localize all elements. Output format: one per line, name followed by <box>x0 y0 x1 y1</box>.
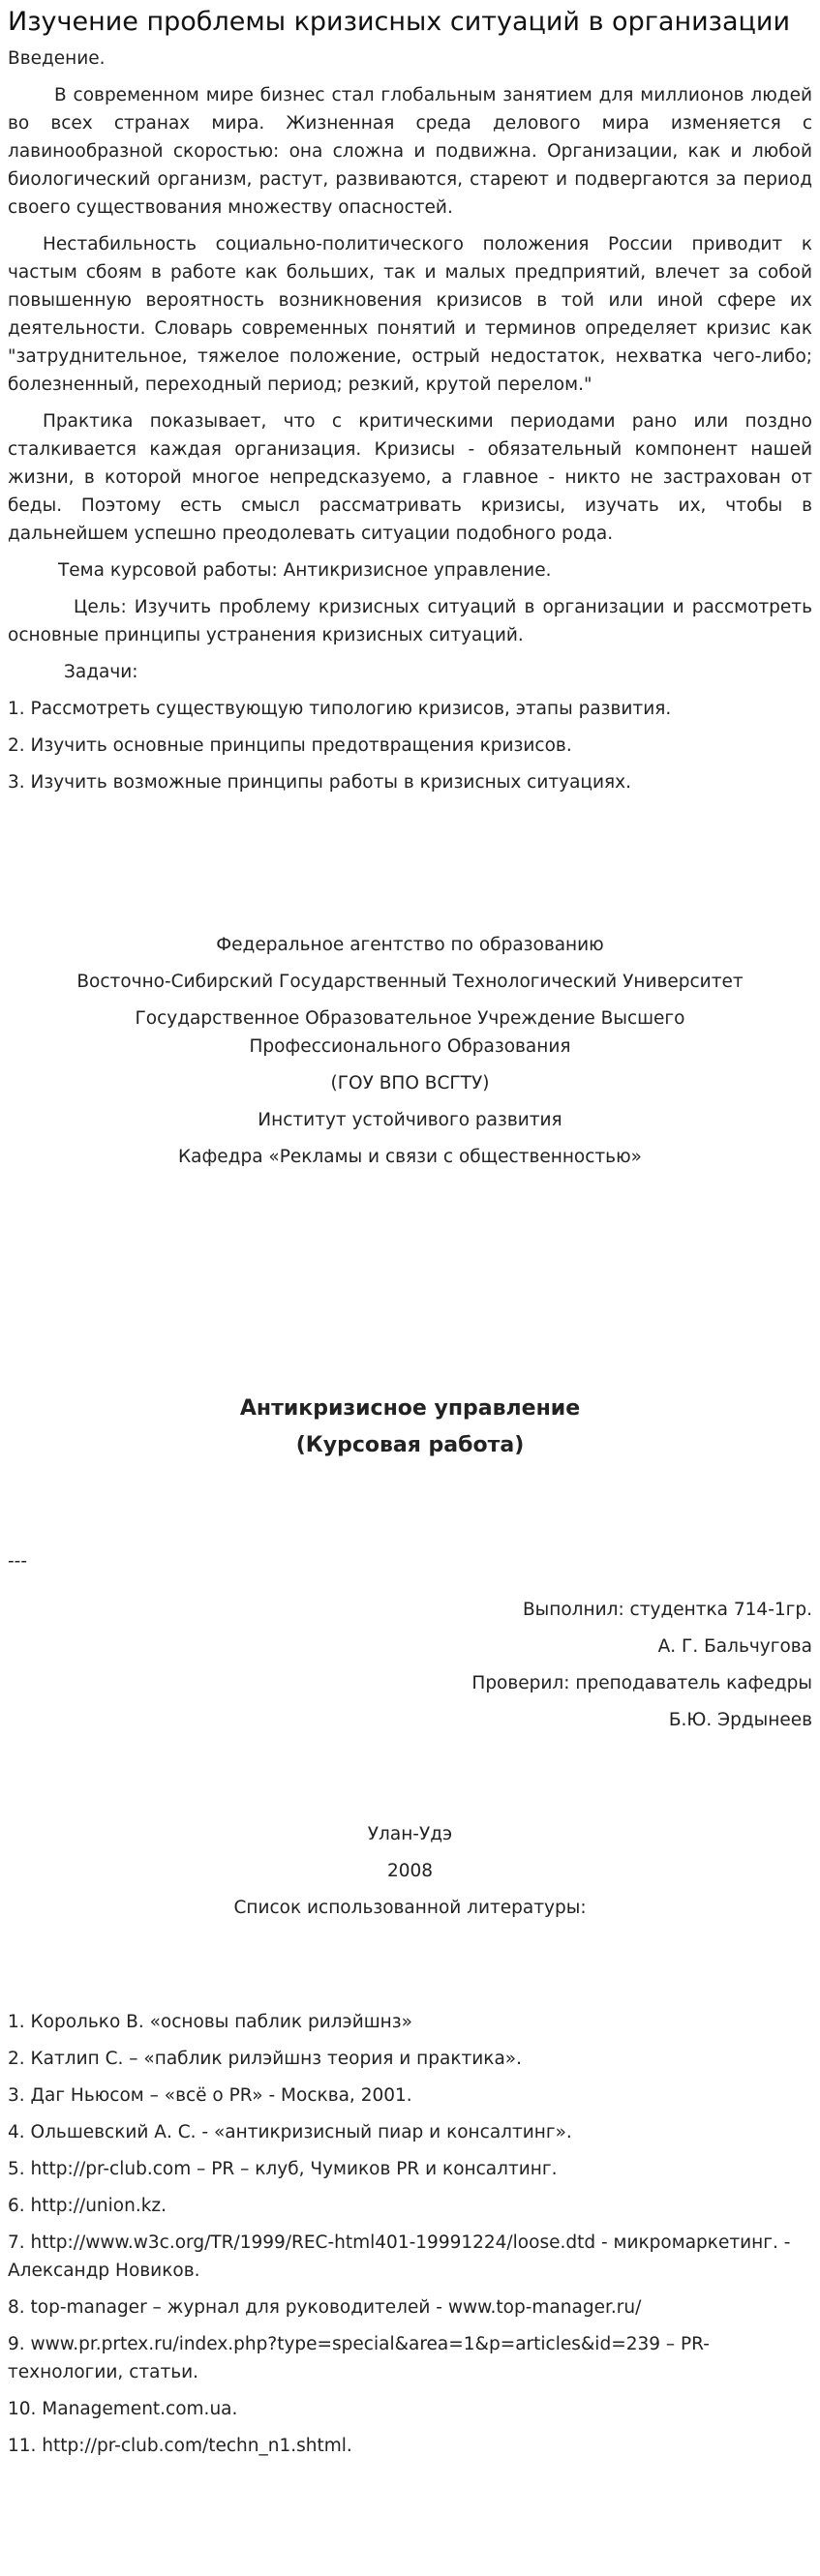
institution-abbr: (ГОУ ВПО ВСГТУ) <box>330 1073 490 1093</box>
intro-paragraph-2: Нестабильность социально-политического положения России приводит к частым сбоям в работе как больших, так и малых предприятий, влечет за собой повышенную вероятность возникновения кризисов в той или иной сфере их деятельности. Словарь современных понятий и терминов определяет кризис как "затруднительное, тяжелое положение, острый недостаток, нехватка чего-либо; болезненный, переходный период; резкий, крутой перелом." <box>8 234 812 395</box>
reference-item: 7. http://www.w3c.org/TR/1999/REC-html401-19991224/loose.dtd - микромаркетинг. - Александр Новиков. <box>8 2232 791 2281</box>
performed-by: Выполнил: студентка 714-1гр. <box>522 1600 812 1620</box>
references-title: Список использованной литературы: <box>233 1898 587 1918</box>
reference-item: 10. Management.com.ua. <box>8 2399 238 2419</box>
reference-item: 3. Даг Ньюсом – «всё о PR» - Москва, 2001. <box>8 2085 412 2106</box>
department-name: Кафедра «Рекламы и связи с общественностью» <box>178 1147 642 1167</box>
agency-name: Федеральное агентство по образованию <box>216 935 604 955</box>
institute-name: Институт устойчивого развития <box>258 1110 562 1130</box>
reference-item: 1. Королько В. «основы паблик рилэйшнз» <box>8 2012 412 2032</box>
reference-item: 11. http://pr-club.com/techn_n1.shtml. <box>8 2436 352 2456</box>
teacher-name: Б.Ю. Эрдынеев <box>668 1710 812 1730</box>
reference-item: 2. Катлип С. – «паблик рилэйшнз теория и практика». <box>8 2049 522 2069</box>
work-title: Антикризисное управление <box>239 1396 581 1421</box>
institution-name: Государственное Образовательное Учреждение Высшего Профессионального Образования <box>135 1008 685 1057</box>
intro-label: Введение. <box>8 48 106 69</box>
spacer <box>8 1180 812 1391</box>
page-title: Изучение проблемы кризисных ситуаций в организации <box>8 7 791 37</box>
tasks-list <box>8 695 812 796</box>
reference-item: 5. http://pr-club.com – PR – клуб, Чумиков PR и консалтинг. <box>8 2159 558 2179</box>
intro-paragraph-3: Практика показывает, что с критическими периодами рано или поздно сталкивается каждая организация. Кризисы - обязательный компонент нашей жизни, в которой многое непредсказуемо, а главное - никто не застрахован от беды. Поэтому есть смысл рассматривать кризисы, изучать их, чтобы в дальнейшем успешно преодолевать ситуации подобного рода. <box>8 411 812 544</box>
references-list <box>8 2008 812 2460</box>
work-type: (Курсовая работа) <box>295 1433 525 1457</box>
student-name: А. Г. Бальчугова <box>657 1636 812 1657</box>
city: Улан-Удэ <box>367 1824 453 1844</box>
spacer <box>8 805 812 931</box>
goal-line: Цель: Изучить проблему кризисных ситуаций в организации и рассмотреть основные принципы устранения кризисных ситуаций. <box>8 597 812 645</box>
checked-by: Проверил: преподаватель кафедры <box>471 1673 812 1693</box>
spacer <box>8 1464 812 1547</box>
task-item: 2. Изучить основные принципы предотвращения кризисов. <box>8 735 572 756</box>
reference-item: 6. http://union.kz. <box>8 2196 167 2216</box>
spacer <box>8 1931 812 2008</box>
reference-item: 9. www.pr.prtex.ru/index.php?type=special&area=1&p=articles&id=239 – PR- технологии, статьи. <box>8 2334 710 2382</box>
separator: --- <box>8 1551 28 1572</box>
reference-item: 4. Ольшевский А. С. - «антикризисный пиар и консалтинг». <box>8 2122 572 2142</box>
title-page <box>8 931 812 1885</box>
year: 2008 <box>386 1861 434 1881</box>
tasks-label: Задачи: <box>64 662 138 682</box>
spacer <box>8 1743 812 1820</box>
university-name: Восточно-Сибирский Государственный Технологический Университет <box>76 972 744 992</box>
topic-line: Тема курсовой работы: Антикризисное управление. <box>58 560 552 581</box>
task-item: 3. Изучить возможные принципы работы в кризисных ситуациях. <box>8 772 631 793</box>
task-item: 1. Рассмотреть существующую типологию кризисов, этапы развития. <box>8 699 672 719</box>
intro-paragraph-1: В современном мире бизнес стал глобальным занятием для миллионов людей во всех странах мира. Жизненная среда делового мира изменяется с лавинообразной скоростью: она сложна и подвижна. Организации, как и любой биологический организм, растут, развиваются, стареют и подвергаются за период своего существования множеству опасностей. <box>8 85 812 218</box>
reference-item: 8. top-manager – журнал для руководителей - www.top-manager.ru/ <box>8 2297 642 2318</box>
document <box>0 6 820 2460</box>
